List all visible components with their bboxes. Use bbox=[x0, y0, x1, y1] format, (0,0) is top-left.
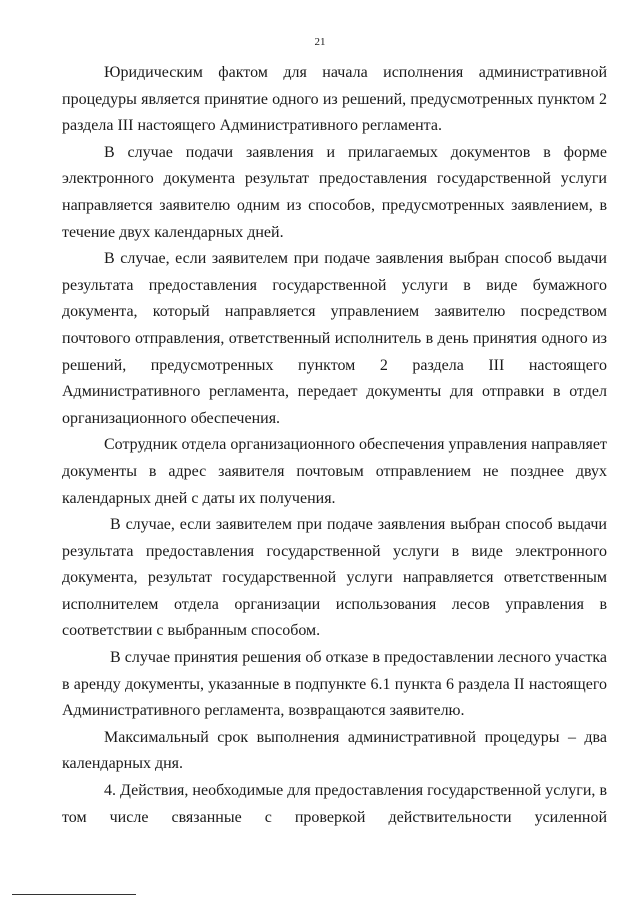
paragraph-postal-dispatch: Сотрудник отдела организационного обеспечения управления направляет документы в адрес заявителя почтовым отправлением не позднее двух календарных дней с даты их получения. bbox=[62, 436, 607, 507]
paragraph-max-duration: Максимальный срок выполнения административной процедуры – два календарных дня. bbox=[62, 728, 607, 773]
paragraph-electronic-result: В случае, если заявителем при подаче заявления выбран способ выдачи результата предоставления государственной услуги в виде электронного документа, результат государственной услуги направляется ответственным исполнителем отдела организации использования лесов управления в соответствии с выбранным способом. bbox=[62, 516, 607, 640]
paragraph-legal-fact: Юридическим фактом для начала исполнения административной процедуры является принятие одного из решений, предусмотренных пунктом 2 раздела III настоящего Административного регламента. bbox=[62, 64, 607, 135]
page-number: 21 bbox=[314, 36, 326, 48]
paragraph-electronic-submission: В случае подачи заявления и прилагаемых документов в форме электронного документа результат предоставления государственной услуги направляется заявителю одним из способов, предусмотренных заявлением, в течение двух календарных дней. bbox=[62, 143, 607, 241]
paragraph-paper-result: В случае, если заявителем при подаче заявления выбран способ выдачи результата предоставления государственной услуги в виде бумажного документа, который направляется управлением заявителю посредством почтового отправления, ответственный исполнитель в день принятия одного из решений, предусмотренных пунктом 2 раздела III настоящего Административного регламента, передает документы для отправки в отдел организационного обеспечения. bbox=[62, 250, 607, 427]
footnote-divider bbox=[12, 894, 136, 895]
paragraph-section-4: 4. Действия, необходимые для предоставления государственной услуги, в том числе связанные с проверкой действительности усиленной bbox=[62, 782, 607, 826]
paragraph-refusal: В случае принятия решения об отказе в предоставлении лесного участка в аренду документы, указанные в подпункте 6.1 пункта 6 раздела II настоящего Административного регламента, возвращаются заявителю. bbox=[62, 649, 607, 720]
document-body bbox=[62, 60, 607, 831]
